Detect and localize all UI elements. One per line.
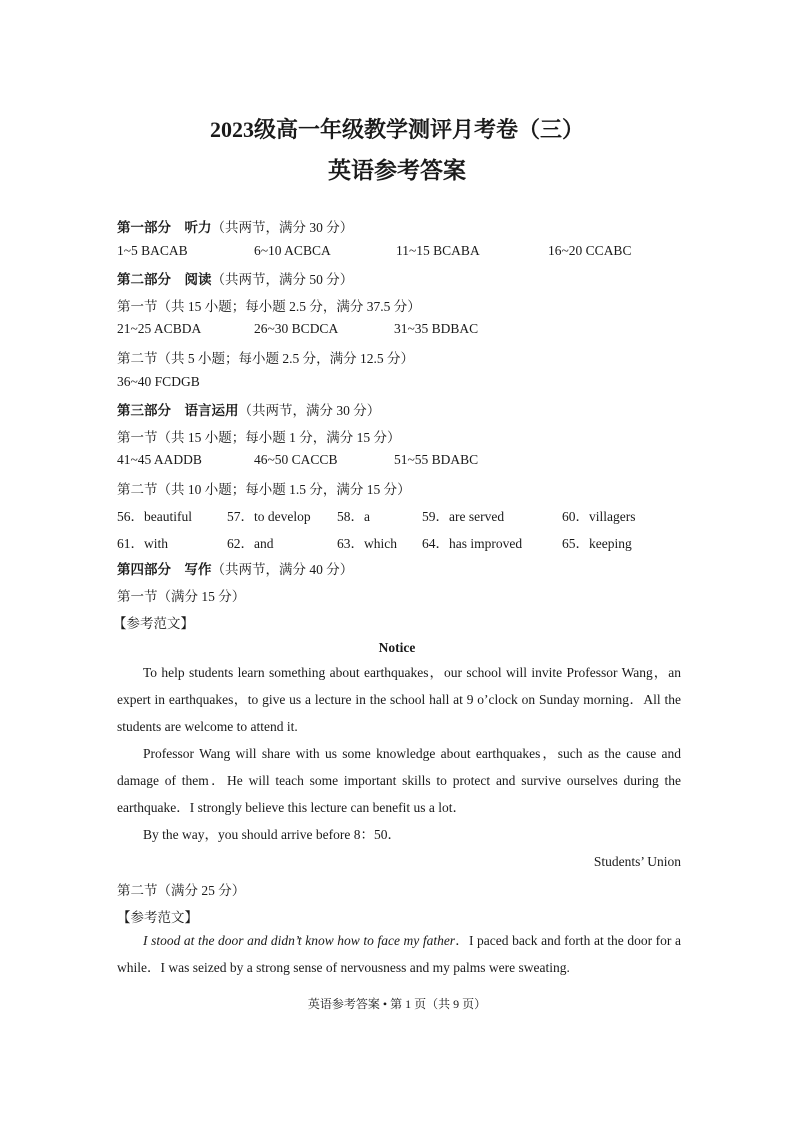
essay-paragraph: Professor Wang will share with us some knowledge about earthquakes，such as the cause and damage of them．He will teach some important skills to protect and survive ourselves during the earthquake．I strongly believe this lecture can benefit us a lot． [117, 746, 681, 815]
notice-signature: Students’ Union [593, 854, 681, 869]
part2-heading-label: 第二部分 阅读 [117, 272, 212, 287]
answer-group: 46~50 CACCB [254, 452, 338, 467]
answer-group: 21~25 ACBDA [117, 321, 202, 336]
story-paragraph [117, 927, 681, 981]
fill-answer: 62．and [227, 536, 274, 551]
sample-essay-label: 【参考范文】 [117, 910, 198, 925]
part3-section1-label: 第一节（共 15 小题；每小题 1 分，满分 15 分） [117, 430, 401, 445]
part2-heading [117, 268, 353, 288]
part1-heading-label: 第一部分 听力 [117, 220, 212, 235]
part2-note: （共两节，满分 50 分） [211, 272, 354, 287]
part1-note: （共两节，满分 30 分） [211, 220, 354, 235]
sample-essay-label: 【参考范文】 [113, 616, 194, 631]
story-continuation: ．I paced back and forth at the door for a while．I was seized by a strong sense of nervousness and my palms were sweating. [117, 933, 681, 975]
part4-section1-label: 第一节（满分 15 分） [117, 589, 246, 604]
part2-section1-label: 第一节（共 15 小题；每小题 2.5 分，满分 37.5 分） [117, 299, 421, 314]
page-title: 2023级高一年级教学测评月考卷（三） [209, 117, 584, 142]
answer-group: 6~10 ACBCA [254, 243, 331, 258]
part1-heading [117, 216, 353, 236]
fill-answer: 58．a [337, 509, 370, 524]
fill-answer: 65．keeping [562, 536, 632, 551]
part3-heading [117, 399, 380, 419]
fill-answer: 63．which [337, 536, 397, 551]
answer-group: 51~55 BDABC [394, 452, 479, 467]
fill-answer: 64．has improved [422, 536, 523, 551]
fill-answer: 61．with [117, 536, 169, 551]
fill-answer: 57．to develop [227, 509, 311, 524]
story-opening-sentence: I stood at the door and didn’t know how to face my father [143, 933, 456, 948]
answer-group: 26~30 BCDCA [254, 321, 339, 336]
notice-title: Notice [378, 640, 416, 655]
fill-answer: 60．villagers [562, 509, 636, 524]
essay-paragraph: To help students learn something about earthquakes，our school will invite Professor Wang，an expert in earthquakes，to give us a lecture in the school hall at 9 o’clock on Sunday morning．All the students are welcome to attend it. [117, 665, 681, 734]
fill-answer: 56．beautiful [117, 509, 192, 524]
part4-section2-label: 第二节（满分 25 分） [117, 883, 246, 898]
fill-answer: 59．are served [422, 509, 505, 524]
page-subtitle: 英语参考答案 [328, 158, 466, 183]
part4-note: （共两节，满分 40 分） [211, 562, 354, 577]
part3-note: （共两节，满分 30 分） [238, 403, 381, 418]
part4-heading-label: 第四部分 写作 [117, 562, 212, 577]
page-footer: 英语参考答案 • 第 1 页（共 9 页） [307, 997, 487, 1011]
answer-group: 16~20 CCABC [548, 243, 632, 258]
essay-paragraph: By the way，you should arrive before 8：50． [143, 827, 401, 842]
answer-group: 1~5 BACAB [117, 243, 188, 258]
part3-heading-label: 第三部分 语言运用 [117, 403, 239, 418]
answer-group: 11~15 BCABA [396, 243, 480, 258]
part4-heading [117, 558, 353, 578]
answer-group: 41~45 AADDB [117, 452, 202, 467]
part3-section2-label: 第二节（共 10 小题；每小题 1.5 分，满分 15 分） [117, 482, 411, 497]
answer-group: 31~35 BDBAC [394, 321, 479, 336]
answer-group: 36~40 FCDGB [117, 374, 200, 389]
part2-section2-label: 第二节（共 5 小题；每小题 2.5 分，满分 12.5 分） [117, 351, 414, 366]
